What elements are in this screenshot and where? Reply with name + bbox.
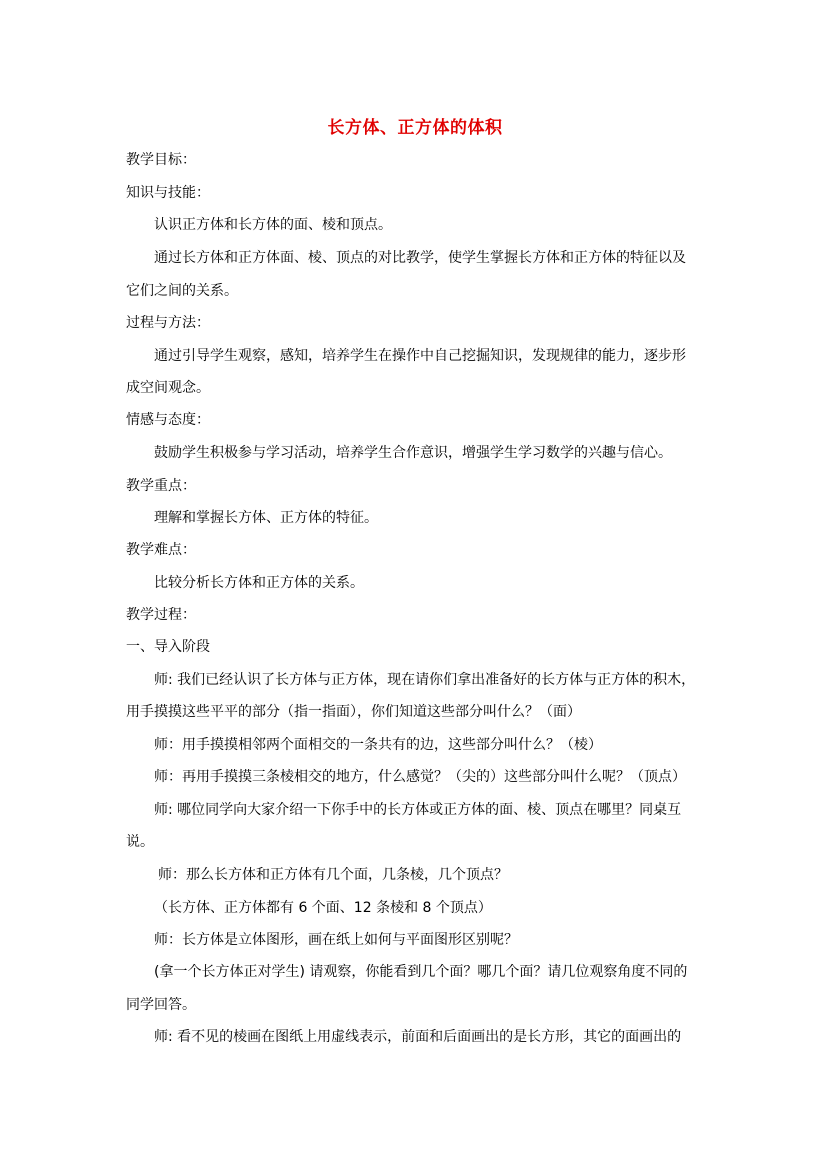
paragraph-line: 鼓励学生积极参与学习活动，培养学生合作意识，增强学生学习数学的兴趣与信心。 [154,445,672,461]
paragraph-line: 教学过程： [126,607,196,623]
paragraph-line: 师：再用手摸摸三条棱相交的地方，什么感觉？（尖的）这些部分叫什么呢？（顶点） [154,769,686,785]
paragraph-line: 比较分析长方体和正方体的关系。 [154,575,364,591]
paragraph-line: 它们之间的关系。 [126,283,238,299]
paragraph-line: 教学难点： [126,542,196,558]
paragraph-line: 师: 哪位同学向大家介绍一下你手中的长方体或正方体的面、棱、顶点在哪里？同桌互 [154,802,682,818]
paragraph-line: （长方体、正方体都有 6 个面、12 条棱和 8 个顶点） [154,900,492,916]
paragraph-line: 知识与技能： [126,185,210,201]
paragraph-line: 认识正方体和长方体的面、棱和顶点。 [154,217,392,233]
paragraph-line: 过程与方法： [126,315,210,331]
paragraph-line: 用手摸摸这些平平的部分（指一指面），你们知道这些部分叫什么？（面） [126,704,581,720]
paragraph-line: 情感与态度： [126,412,210,428]
paragraph-line: 师：用手摸摸相邻两个面相交的一条共有的边，这些部分叫什么？（棱） [154,737,602,753]
document-title: 长方体、正方体的体积 [327,118,503,138]
paragraph-line: 师：长方体是立体图形，画在纸上如何与平面图形区别呢？ [154,932,518,948]
paragraph-line: 师：那么长方体和正方体有几个面，几条棱，几个顶点？ [158,867,508,883]
paragraph-line: 通过长方体和正方体面、棱、顶点的对比教学，使学生掌握长方体和正方体的特征以及 [154,250,686,266]
paragraph-line: 一、导入阶段 [126,639,210,655]
paragraph-line: 理解和掌握长方体、正方体的特征。 [154,510,378,526]
paragraph-line: 师: 我们已经认识了长方体与正方体，现在请你们拿出准备好的长方体与正方体的积木， [154,672,696,688]
paragraph-line: 说。 [126,834,154,850]
paragraph-line: 通过引导学生观察，感知，培养学生在操作中自己挖掘知识，发现规律的能力，逐步形 [154,348,686,364]
paragraph-line: 教学重点： [126,478,196,494]
paragraph-line: (拿一个长方体正对学生) 请观察，你能看到几个面？哪几个面？请几位观察角度不同的 [154,964,688,980]
paragraph-line: 成空间观念。 [126,380,210,396]
paragraph-line: 师: 看不见的棱画在图纸上用虚线表示，前面和后面画出的是长方形，其它的面画出的 [154,1029,682,1045]
paragraph-line: 同学回答。 [126,997,196,1013]
paragraph-line: 教学目标： [126,152,196,168]
